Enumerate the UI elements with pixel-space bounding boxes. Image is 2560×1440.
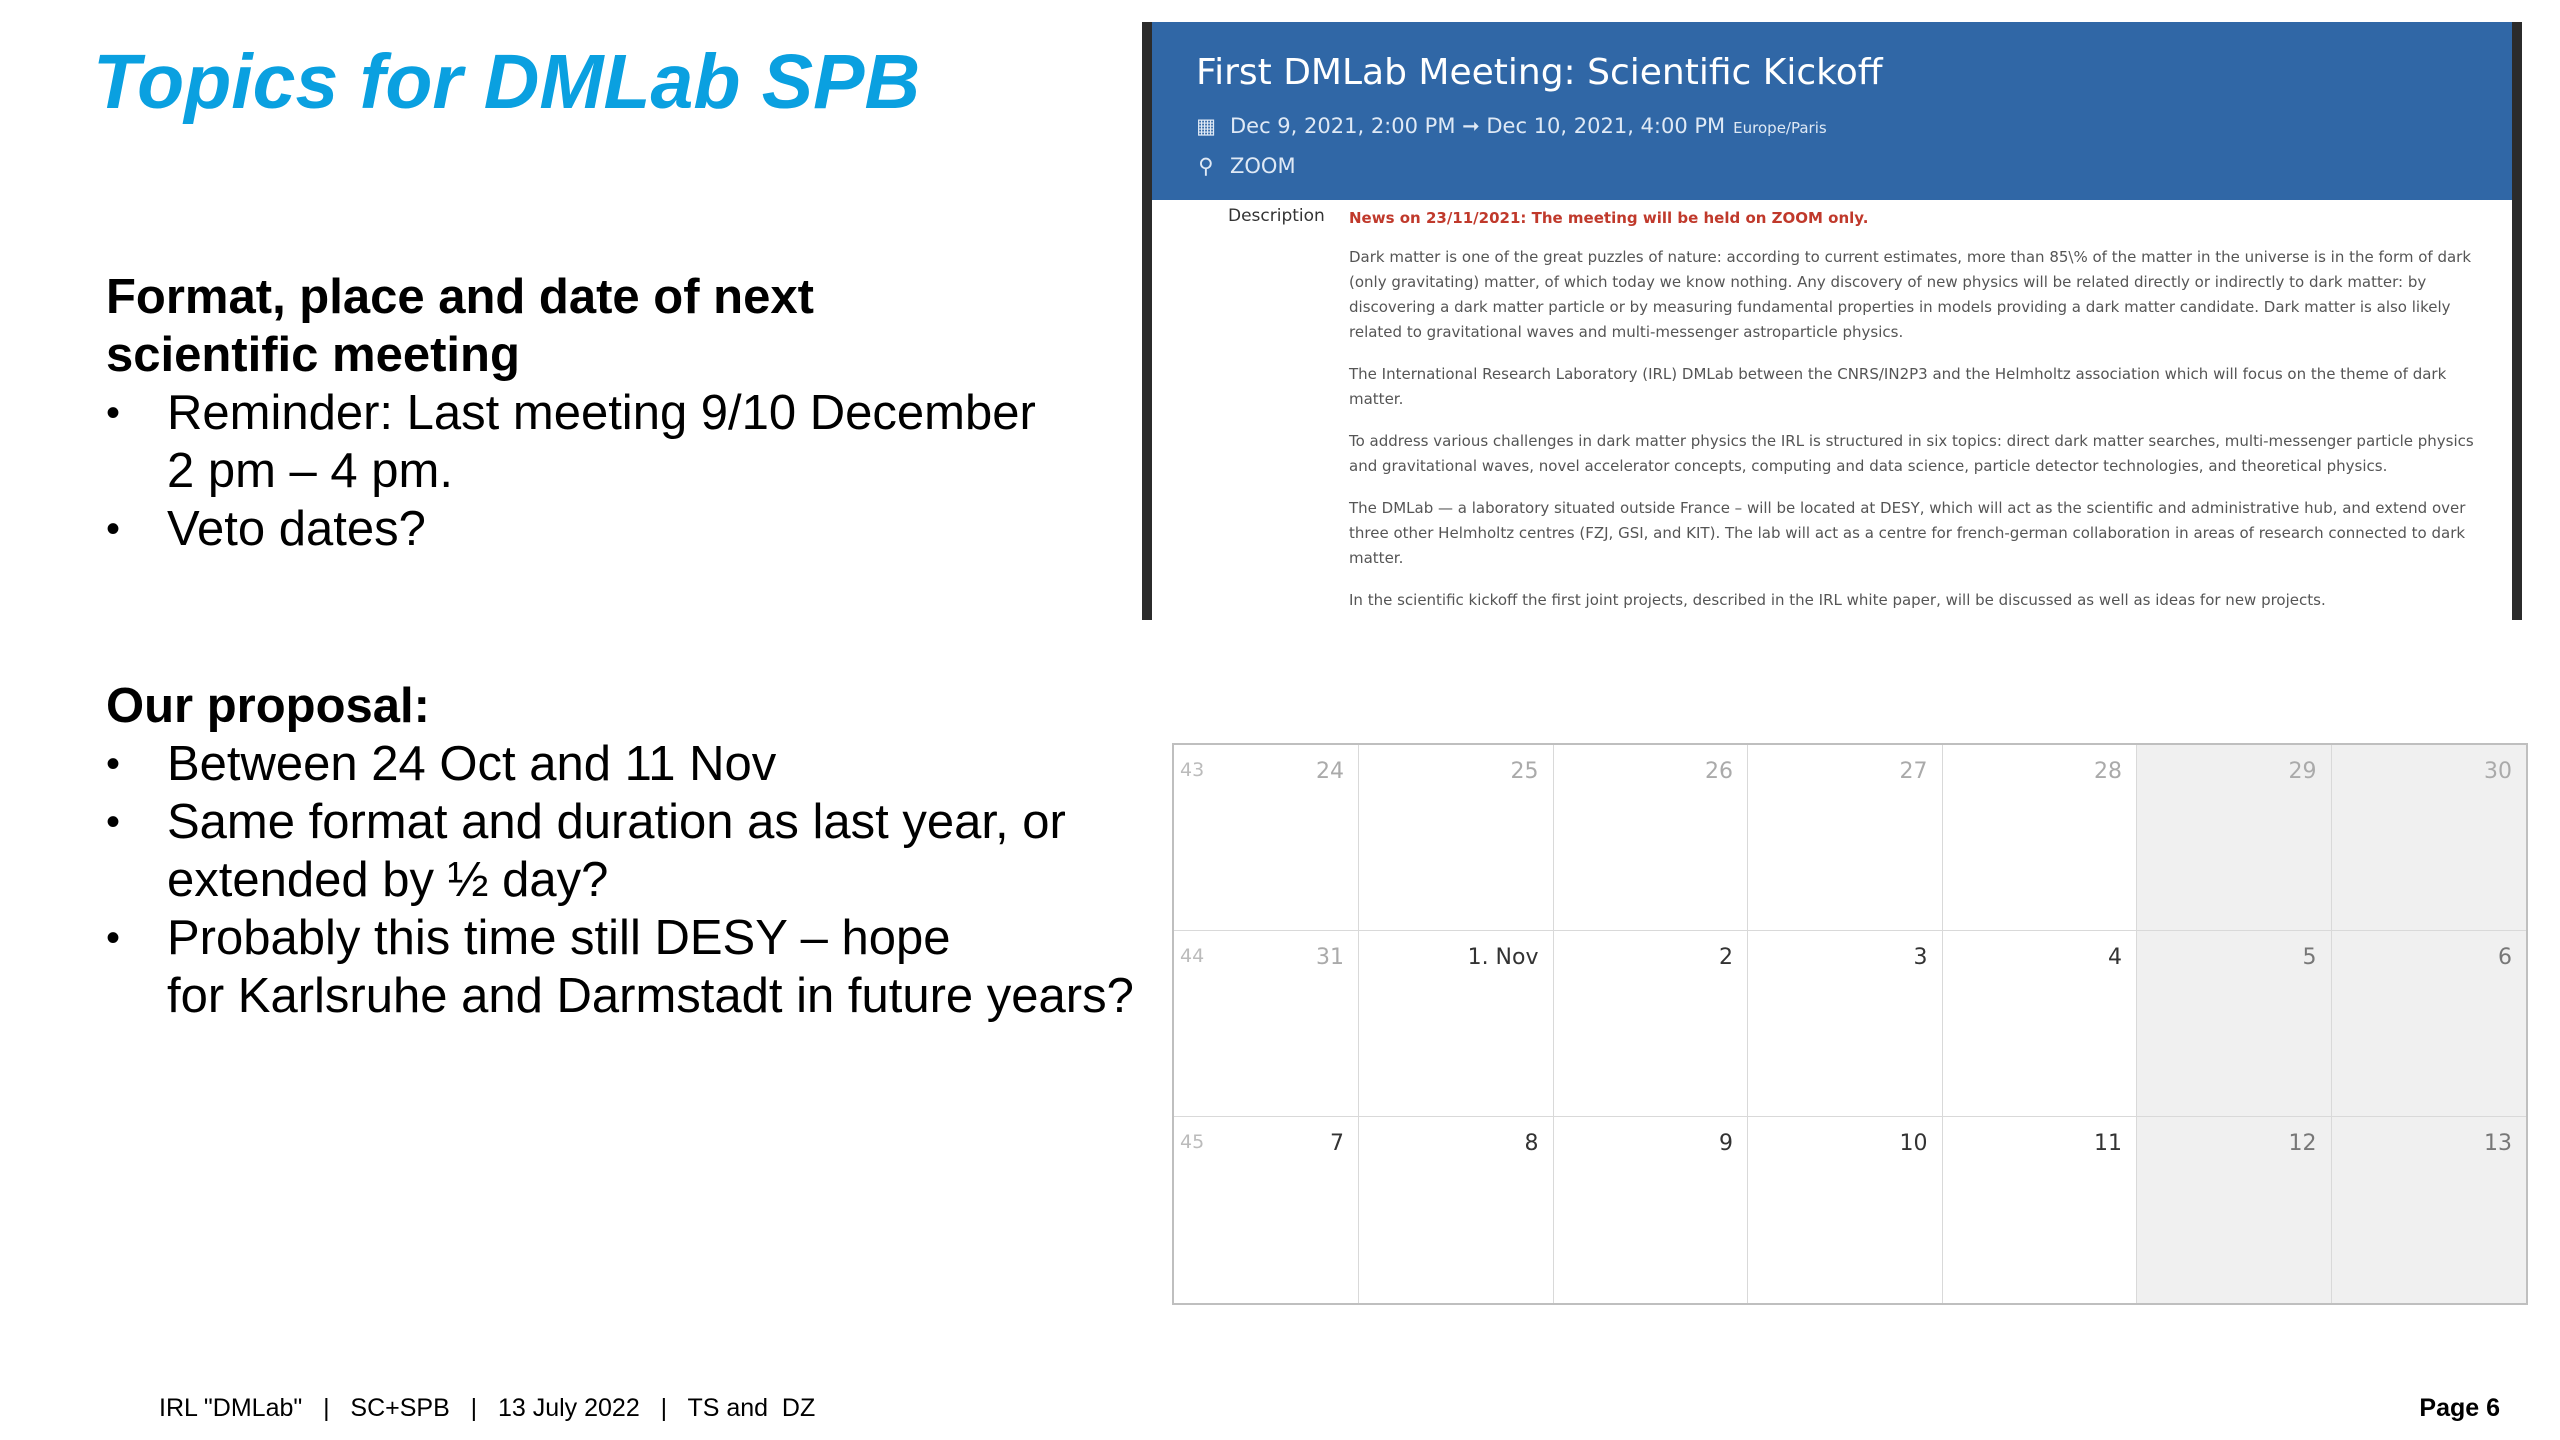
calendar-day-cell[interactable] (1943, 745, 2138, 931)
bullet-text: Between 24 Oct and 11 Nov (167, 737, 777, 791)
calendar-day-cell[interactable] (2137, 1117, 2332, 1303)
calendar-day-cell[interactable] (1748, 745, 1943, 931)
event-header (1152, 22, 2512, 200)
description-label: Description (1228, 206, 1325, 226)
calendar-grid (1172, 743, 2528, 1305)
calendar-day-cell[interactable] (2137, 745, 2332, 931)
day-number: 30 (2484, 759, 2512, 784)
day-number: 13 (2484, 1131, 2512, 1156)
day-number: 11 (2094, 1131, 2122, 1156)
day-number: 26 (1705, 759, 1733, 784)
calendar-day-cell[interactable] (1359, 1117, 1554, 1303)
description-paragraph: In the scientific kickoff the first joint projects, described in the IRL white paper, will be discussed as well as ideas for new projects. (1349, 591, 2326, 609)
slide-footer: IRL "DMLab" | SC+SPB | 13 July 2022 | TS and DZ (159, 1394, 816, 1422)
calendar-day-cell[interactable] (1943, 1117, 2138, 1303)
bullet-text: Veto dates? (167, 502, 426, 556)
day-number: 10 (1899, 1131, 1928, 1156)
section-heading (106, 268, 1146, 384)
day-number: 6 (2498, 945, 2512, 970)
event-title[interactable]: First DMLab Meeting: Scientific Kickoff (1196, 52, 1883, 93)
day-number: 12 (2288, 1131, 2317, 1156)
day-number: 5 (2302, 945, 2317, 970)
day-number: 31 (1316, 945, 1344, 970)
calendar-day-cell[interactable] (1554, 931, 1749, 1117)
event-datetime (1196, 114, 1827, 138)
event-datetime-text: Dec 9, 2021, 2:00 PM ➞ Dec 10, 2021, 4:00 PM (1230, 114, 1726, 138)
news-notice: News on 23/11/2021: The meeting will be held on ZOOM only. (1349, 209, 1869, 227)
bullet-text: Reminder: Last meeting 9/10 December (167, 386, 1036, 440)
page-number: Page 6 (2419, 1394, 2500, 1422)
bullet-list (106, 735, 1146, 1025)
day-number: 2 (1719, 945, 1733, 970)
description-paragraph: The DMLab — a laboratory situated outside France – will be located at DESY, which will act as the scientific and administrative hub, and extend over three other Helmholtz centres (FZJ, GSI, and KIT). The lab will act as a centre for french-german collaboration in areas of research connected to dark matter. (1349, 499, 2466, 567)
bullet-item (106, 500, 1146, 558)
description-paragraph: The International Research Laboratory (IRL) DMLab between the CNRS/IN2P3 and the Helmholtz association which will focus on the theme of dark matter. (1349, 365, 2447, 408)
day-number: 27 (1899, 759, 1928, 784)
event-timezone: Europe/Paris (1733, 119, 1827, 137)
day-number: 7 (1330, 1131, 1344, 1156)
event-location (1196, 154, 1296, 178)
day-number: 3 (1913, 945, 1928, 970)
slide-title: Topics for DMLab SPB (93, 39, 921, 125)
calendar-day-cell[interactable] (1748, 931, 1943, 1117)
calendar-day-cell[interactable] (1174, 745, 1359, 931)
day-number: 28 (2094, 759, 2122, 784)
bullet-text: Probably this time still DESY – hope (167, 911, 951, 965)
day-number: 4 (2108, 945, 2122, 970)
day-number: 8 (1524, 1131, 1539, 1156)
day-number: 9 (1719, 1131, 1733, 1156)
calendar-day-cell[interactable] (1748, 1117, 1943, 1303)
bullet-text: for Karlsruhe and Darmstadt in future years? (167, 969, 1134, 1023)
bullet-item (106, 384, 1146, 500)
event-page-screenshot (1142, 22, 2522, 620)
heading-line: Format, place and date of next (106, 270, 814, 324)
calendar-day-cell[interactable] (2332, 931, 2527, 1117)
day-number: 24 (1316, 759, 1344, 784)
description-paragraph: To address various challenges in dark matter physics the IRL is structured in six topics: direct dark matter searches, multi-messenger particle physics and gravitational waves, novel accelerator concepts, computing and data science, particle detector technologies, and theoretical physics. (1349, 432, 2474, 475)
section-heading: Our proposal: (106, 679, 430, 733)
bullet-item (106, 735, 1146, 793)
calendar-day-cell[interactable] (2137, 931, 2332, 1117)
calendar-day-cell[interactable] (1943, 931, 2138, 1117)
week-number: 43 (1180, 759, 1205, 781)
calendar-icon: ▦ (1196, 114, 1216, 138)
day-number: 1. Nov (1467, 945, 1539, 970)
bullet-text: extended by ½ day? (167, 853, 609, 907)
calendar-day-cell[interactable] (1554, 745, 1749, 931)
description-paragraph: Dark matter is one of the great puzzles of nature: according to current estimates, more than 85\% of the matter in the universe is in the form of dark (only gravitating) matter, of which today we know nothing. Any discovery of new physics will be related directly or indirectly to dark matter: by discovering a dark matter particle or by measuring fundamental properties in models providing a dark matter candidate. Dark matter is also likely related to gravitational waves and multi-messenger astroparticle physics. (1349, 248, 2472, 341)
event-description (1349, 206, 2498, 620)
day-number: 25 (1510, 759, 1539, 784)
bullet-text: 2 pm – 4 pm. (167, 444, 453, 498)
bullet-item (106, 793, 1146, 909)
bullet-item (106, 909, 1146, 1025)
calendar-day-cell[interactable] (1554, 1117, 1749, 1303)
calendar-day-cell[interactable] (1174, 931, 1359, 1117)
event-location-text[interactable]: ZOOM (1230, 154, 1296, 178)
bullet-text: Same format and duration as last year, or (167, 795, 1066, 849)
calendar-day-cell[interactable] (2332, 1117, 2527, 1303)
calendar-day-cell[interactable] (1359, 931, 1554, 1117)
pin-icon: ⚲ (1198, 154, 1214, 178)
calendar-day-cell[interactable] (2332, 745, 2527, 931)
section-proposal (106, 677, 1146, 1025)
day-number: 29 (2288, 759, 2317, 784)
heading-line: scientific meeting (106, 328, 520, 382)
event-panel (1152, 22, 2512, 620)
calendar-day-cell[interactable] (1359, 745, 1554, 931)
calendar-day-cell[interactable] (1174, 1117, 1359, 1303)
week-number: 45 (1180, 1131, 1205, 1153)
week-number: 44 (1180, 945, 1205, 967)
bullet-list (106, 384, 1146, 558)
section-next-meeting (106, 268, 1146, 558)
